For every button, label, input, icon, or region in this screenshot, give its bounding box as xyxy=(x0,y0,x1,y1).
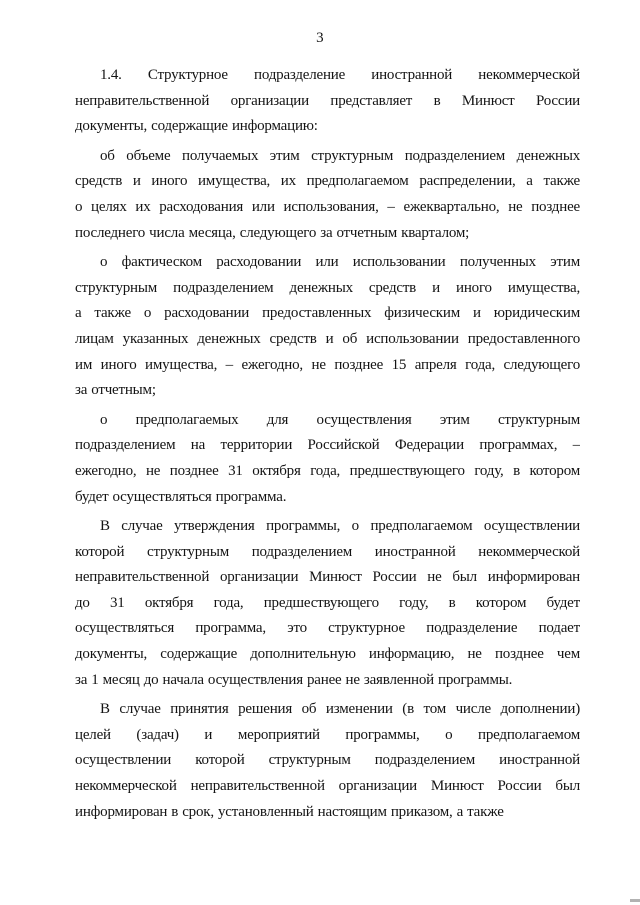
text-line: о целях их расходования или использования, – ежеквартально, не позднее xyxy=(75,198,580,215)
page-number: 3 xyxy=(316,30,324,46)
text-line: осуществлении которой структурным подразделением иностранной xyxy=(75,752,580,769)
text-line: которой структурным подразделением иностранной некоммерческой xyxy=(75,543,580,560)
text-line: структурным подразделением денежных средств и иного имущества, xyxy=(75,279,580,296)
text-line: подразделением на территории Российской Федерации программах, – xyxy=(75,437,580,454)
text-line: информирован в срок, установленный настоящим приказом, а также xyxy=(75,803,504,820)
paragraph-planned-programs xyxy=(75,412,580,514)
text-line: неправительственной организации представляет в Минюст России xyxy=(75,92,580,109)
text-line: документы, содержащие информацию: xyxy=(75,118,318,135)
text-line: им иного имущества, – ежегодно, не позднее 15 апреля года, следующего xyxy=(75,356,580,373)
text-line: ежегодно, не позднее 31 октября года, предшествующего году, в котором xyxy=(75,462,580,479)
text-line: документы, содержащие дополнительную информацию, не позднее чем xyxy=(75,646,580,663)
text-line: осуществляться программа, это структурное подразделение подает xyxy=(75,620,580,637)
text-line: неправительственной организации Минюст России не был информирован xyxy=(75,569,580,586)
text-line: за 1 месяц до начала осуществления ранее не заявленной программы. xyxy=(75,671,513,688)
paragraph-volume-report xyxy=(75,148,580,250)
paragraph-program-approval xyxy=(75,518,580,697)
text-line: некоммерческой неправительственной организации Минюст России был xyxy=(75,778,580,795)
text-line: В случае утверждения программы, о предполагаемом осуществлении xyxy=(100,518,580,535)
document-body xyxy=(75,67,580,829)
text-line: В случае принятия решения об изменении (в том числе дополнении) xyxy=(100,701,580,718)
text-line: об объеме получаемых этим структурным подразделением денежных xyxy=(100,147,580,164)
text-line: а также о расходовании предоставленных физическим и юридическим xyxy=(75,305,580,322)
text-line: 1.4. Структурное подразделение иностранной некоммерческой xyxy=(100,67,580,83)
text-line: до 31 октября года, предшествующего году, в котором будет xyxy=(75,594,580,611)
text-line: будет осуществляться программа. xyxy=(75,488,287,505)
text-line: за отчетным; xyxy=(75,382,156,399)
paragraph-1-4 xyxy=(75,67,580,144)
paragraph-program-changes xyxy=(75,701,580,829)
text-line: лицам указанных денежных средств и об использовании предоставленного xyxy=(75,330,580,347)
text-line: о фактическом расходовании или использовании полученных этим xyxy=(100,254,580,271)
text-line: о предполагаемых для осуществления этим структурным xyxy=(100,411,580,428)
paragraph-actual-spending xyxy=(75,254,580,408)
scan-edge-artifact xyxy=(630,899,640,902)
text-line: средств и иного имущества, их предполагаемом распределении, а также xyxy=(75,173,580,190)
text-line: последнего числа месяца, следующего за отчетным кварталом; xyxy=(75,224,470,241)
text-line: целей (задач) и мероприятий программы, о предполагаемом xyxy=(75,726,580,743)
